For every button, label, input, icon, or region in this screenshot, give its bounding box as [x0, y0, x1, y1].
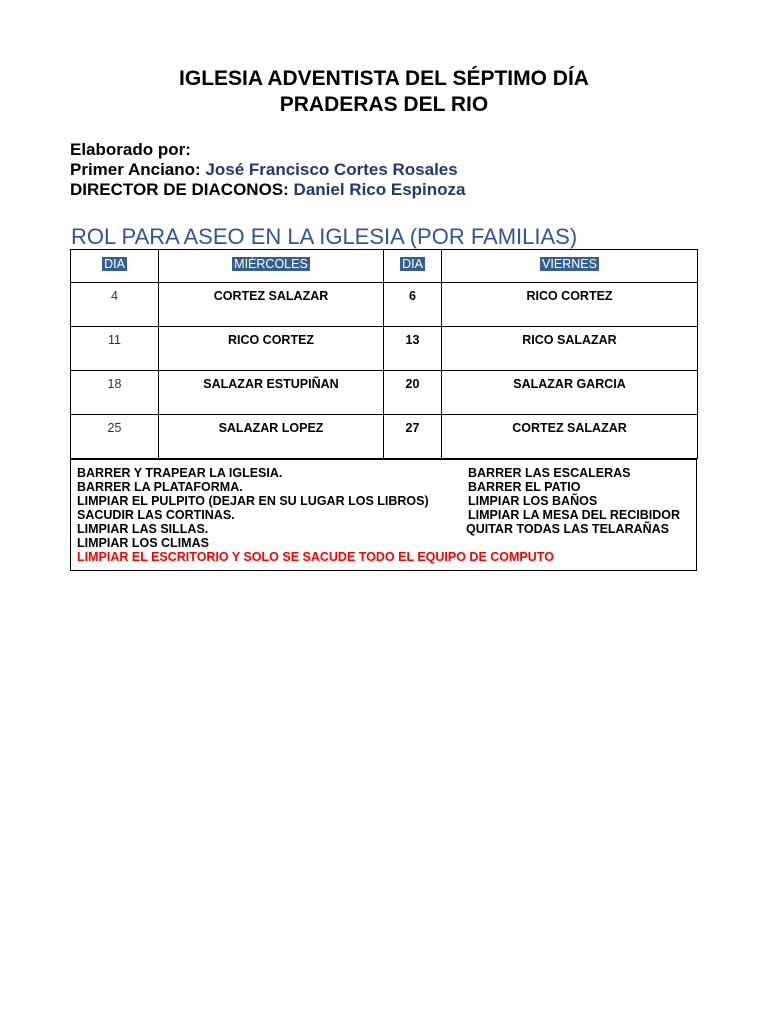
task-item: BARRER LA PLATAFORMA.: [77, 480, 243, 494]
elaborated-by-label: Elaborado por:: [70, 140, 191, 159]
day-cell: 27: [384, 415, 442, 459]
director-name: Daniel Rico Espinoza: [293, 180, 466, 199]
day-cell: 18: [71, 371, 159, 415]
table-row: [71, 415, 698, 459]
family-cell: SALAZAR GARCIA: [442, 371, 698, 415]
warning-task: LIMPIAR EL ESCRITORIO Y SOLO SE SACUDE TODO EL EQUIPO DE COMPUTO: [77, 550, 554, 564]
family-cell: CORTEZ SALAZAR: [159, 283, 384, 327]
day-cell: 6: [384, 283, 442, 327]
task-item: BARRER Y TRAPEAR LA IGLESIA.: [77, 466, 283, 480]
task-item: LIMPIAR EL PULPITO (DEJAR EN SU LUGAR LOS LIBROS): [77, 494, 429, 508]
document-title-line1: IGLESIA ADVENTISTA DEL SÉPTIMO DÍA: [179, 67, 589, 90]
header-cell-wednesday: MIÉRCOLES: [159, 250, 384, 283]
director-label: DIRECTOR DE DIACONOS:: [70, 180, 289, 199]
task-item: LIMPIAR LAS SILLAS.: [77, 522, 209, 536]
tasks-right-column: [468, 466, 680, 536]
credits-block: [70, 140, 465, 200]
day-cell: 13: [384, 327, 442, 371]
director-line: [70, 180, 465, 200]
cleaning-roster-table: [70, 249, 698, 459]
table-row: [71, 327, 698, 371]
header-cell-friday: VIERNES: [442, 250, 698, 283]
family-cell: RICO SALAZAR: [442, 327, 698, 371]
day-cell: 20: [384, 371, 442, 415]
elder-line: [70, 160, 465, 180]
family-cell: RICO CORTEZ: [442, 283, 698, 327]
family-cell: CORTEZ SALAZAR: [442, 415, 698, 459]
document-title-line2: PRADERAS DEL RIO: [279, 93, 489, 116]
section-title: ROL PARA ASEO EN LA IGLESIA (POR FAMILIAS): [71, 224, 578, 249]
task-item: QUITAR TODAS LAS TELARAÑAS: [466, 522, 670, 536]
task-item: LIMPIAR LOS BAÑOS: [468, 494, 598, 508]
header-cell-day2: DIA: [384, 250, 442, 283]
day-cell: 11: [71, 327, 159, 371]
table-header-row: [71, 250, 698, 283]
elder-name: José Francisco Cortes Rosales: [205, 160, 458, 179]
table-row: [71, 283, 698, 327]
task-item: SACUDIR LAS CORTINAS.: [77, 508, 235, 522]
tasks-box: [70, 459, 697, 571]
elder-label: Primer Anciano:: [70, 160, 201, 179]
task-item: BARRER EL PATIO: [468, 480, 581, 494]
day-cell: 25: [71, 415, 159, 459]
family-cell: SALAZAR LOPEZ: [159, 415, 384, 459]
task-item: BARRER LAS ESCALERAS: [468, 466, 631, 480]
task-item: LIMPIAR LA MESA DEL RECIBIDOR: [468, 508, 681, 522]
header-cell-day1: DIA: [71, 250, 159, 283]
day-cell: 4: [71, 283, 159, 327]
task-item: LIMPIAR LOS CLIMAS: [77, 536, 209, 550]
tasks-left-column: [77, 466, 429, 550]
family-cell: SALAZAR ESTUPIÑAN: [159, 371, 384, 415]
table-row: [71, 371, 698, 415]
family-cell: RICO CORTEZ: [159, 327, 384, 371]
